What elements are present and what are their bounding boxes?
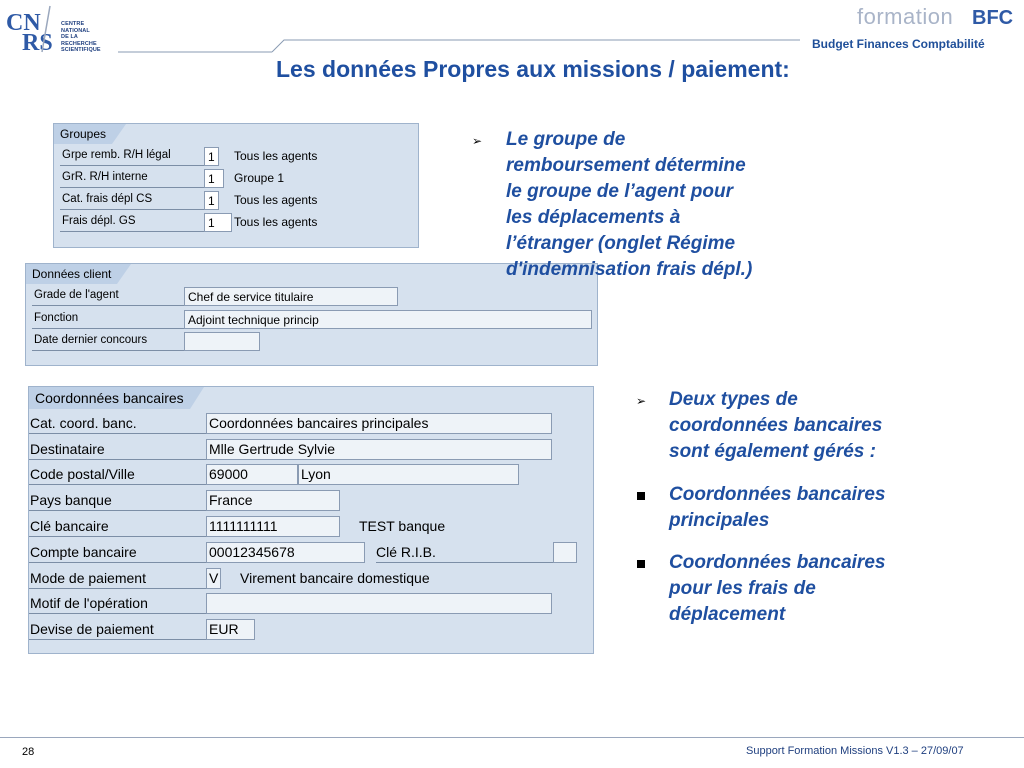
fonction-label: Fonction [34, 312, 79, 324]
groupes-row-label: Frais dépl. GS [62, 215, 136, 227]
groupes-code-field[interactable]: 1 [204, 191, 219, 210]
code-postal-field[interactable]: 69000 [206, 464, 298, 485]
logo-letters-r-s: RS [22, 30, 53, 54]
arrow-bullet-icon: ➢ [636, 394, 647, 408]
page-number: 28 [22, 746, 35, 758]
bullet-text-coord-principales: Coordonnées bancaires principales [669, 484, 886, 531]
coordonnees-bancaires-panel [28, 386, 594, 654]
page-title: Les données Propres aux missions / paiement: [276, 56, 790, 82]
coordonnees-bancaires-tab[interactable]: Coordonnées bancaires [29, 387, 190, 409]
cle-rib-field[interactable] [553, 542, 577, 563]
square-bullet-icon [637, 492, 645, 500]
groupes-code-field[interactable]: 1 [204, 169, 224, 188]
date-concours-label: Date dernier concours [34, 334, 148, 346]
logo-letters-c-n: CN [6, 10, 41, 36]
groupes-row-label: Grpe remb. R/H légal [62, 149, 171, 161]
logo-org-name: CENTRE NATIONAL DE LA RECHERCHE SCIENTIFIQUE [61, 21, 101, 53]
cat-coord-field[interactable]: Coordonnées bancaires principales [206, 413, 552, 434]
footer-divider [0, 737, 1024, 738]
date-concours-field[interactable] [184, 332, 260, 351]
destinataire-field[interactable]: Mlle Gertrude Sylvie [206, 439, 552, 460]
code-postal-label: Code postal/Ville [30, 466, 135, 482]
mode-paiement-field[interactable]: V [206, 568, 221, 589]
grade-field[interactable]: Chef de service titulaire [184, 287, 398, 306]
motif-label: Motif de l'opération [30, 595, 148, 611]
donnees-client-tab[interactable]: Données client [26, 264, 117, 284]
brand-formation: formation [857, 4, 954, 29]
cat-coord-label: Cat. coord. banc. [30, 415, 137, 431]
compte-bancaire-field[interactable]: 00012345678 [206, 542, 365, 563]
cle-bancaire-field[interactable]: 1111111111 [206, 516, 340, 537]
cle-rib-label: Clé R.I.B. [376, 544, 436, 560]
motif-field[interactable] [206, 593, 552, 614]
groupes-row-label: GrR. R/H interne [62, 171, 148, 183]
groupes-row-desc: Groupe 1 [234, 171, 285, 185]
groupes-row-desc: Tous les agents [234, 193, 318, 207]
groupes-row-label: Cat. frais dépl CS [62, 193, 153, 205]
destinataire-label: Destinataire [30, 441, 105, 457]
pays-banque-label: Pays banque [30, 492, 112, 508]
bullet-text-coord-intro: Deux types de coordonnées bancaires sont également gérés : [669, 389, 883, 462]
pays-banque-field[interactable]: France [206, 490, 340, 511]
groupes-tab[interactable]: Groupes [54, 124, 112, 144]
devise-field[interactable]: EUR [206, 619, 255, 640]
bullet-text-groupe: Le groupe de remboursement détermine le groupe de l’agent pour les déplacements à l’étranger (onglet Régime d'indemnisation frais dépl.) [506, 129, 753, 280]
mode-paiement-label: Mode de paiement [30, 570, 146, 586]
fonction-field[interactable]: Adjoint technique princip [184, 310, 592, 329]
ville-field[interactable]: Lyon [298, 464, 519, 485]
banque-name: TEST banque [359, 518, 446, 534]
bullet-text-coord-frais: Coordonnées bancaires pour les frais de déplacement [669, 552, 886, 625]
cle-bancaire-label: Clé bancaire [30, 518, 109, 534]
brand-bfc: BFC [972, 7, 1014, 29]
devise-label: Devise de paiement [30, 621, 154, 637]
square-bullet-icon [637, 560, 645, 568]
footer-text: Support Formation Missions V1.3 – 27/09/07 [746, 745, 964, 757]
groupes-code-field[interactable]: 1 [204, 147, 219, 166]
grade-label: Grade de l'agent [34, 289, 119, 301]
mode-paiement-desc: Virement bancaire domestique [240, 570, 430, 586]
groupes-row-desc: Tous les agents [234, 215, 318, 229]
brand-subtitle: Budget Finances Comptabilité [812, 37, 985, 51]
groupes-row-desc: Tous les agents [234, 149, 318, 163]
groupes-panel [53, 123, 419, 248]
groupes-code-field[interactable]: 1 [204, 213, 232, 232]
arrow-bullet-icon: ➢ [472, 134, 483, 148]
compte-bancaire-label: Compte bancaire [30, 544, 137, 560]
